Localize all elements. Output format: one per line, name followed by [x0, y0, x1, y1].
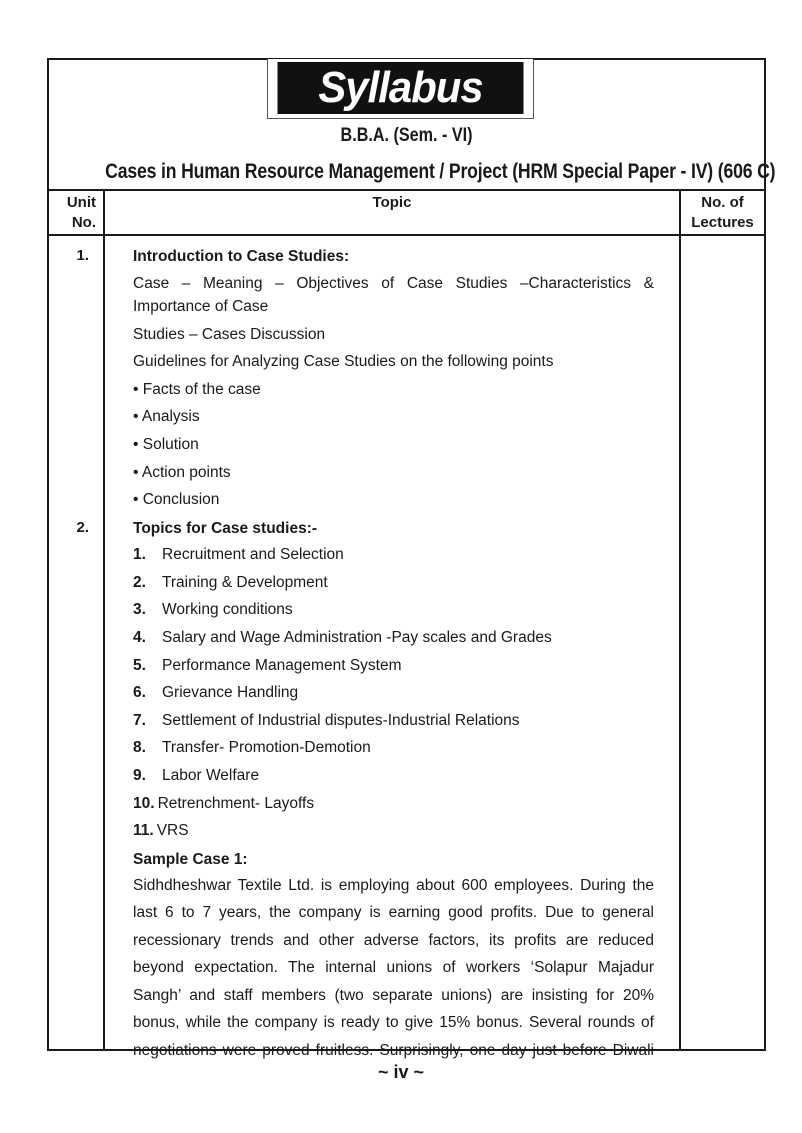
topic-item-number: 3. — [133, 601, 146, 618]
topic-item-number: 7. — [133, 712, 146, 729]
sample-case-heading: Sample Case 1: — [133, 851, 248, 868]
topic-item-text: Training & Development — [162, 574, 328, 591]
course-title: Cases in Human Resource Management / Project (HRM Special Paper - IV) (606 C) — [105, 159, 776, 183]
topic-item-number: 8. — [133, 739, 146, 756]
topic-item-text: Grievance Handling — [162, 684, 299, 701]
unit-2-heading: Topics for Case studies:- — [133, 520, 318, 537]
bullet-item: • Action points — [133, 464, 231, 481]
sample-case-line: bonus, while the company is ready to give 15% bonus. Several rounds of — [133, 1014, 654, 1031]
unit-1-line: Studies – Cases Discussion — [133, 326, 326, 343]
topic-item — [133, 656, 402, 676]
topic-item-number: 6. — [133, 684, 146, 701]
topic-item-text: Settlement of Industrial disputes-Industrial Relations — [162, 712, 520, 729]
topic-item — [133, 573, 328, 593]
sample-case-line: last 6 to 7 years, the company is earning good profits. Due to general — [133, 904, 654, 921]
topic-item-number: 2. — [133, 574, 146, 591]
topic-item-text: Recruitment and Selection — [162, 546, 344, 563]
lectures-header-line2: Lectures — [691, 214, 754, 231]
topic-item-number: 1. — [133, 546, 146, 563]
syllabus-frame — [47, 58, 776, 1059]
sample-case-line: beyond expectation. The internal unions of workers ‘Solapur Majadur — [133, 959, 654, 976]
unit-1-line: Guidelines for Analyzing Case Studies on the following points — [133, 353, 554, 370]
header-bottom-divider — [49, 234, 764, 236]
column-header-lectures — [681, 193, 764, 233]
unit-number-2: 2. — [76, 519, 89, 536]
sample-case-line: Sidhdheshwar Textile Ltd. is employing about 600 employees. During the — [133, 877, 654, 894]
bullet-item: • Conclusion — [133, 491, 220, 508]
topic-item-text: VRS — [156, 822, 189, 839]
unit-number-1: 1. — [76, 247, 89, 264]
unit-header-line1: Unit — [66, 194, 96, 211]
topic-item — [133, 821, 189, 841]
bullet-item: • Analysis — [133, 408, 200, 425]
program-semester: B.B.A. (Sem. - VI) — [340, 125, 473, 146]
column-header-topic: Topic — [372, 194, 412, 211]
topic-item-text: Retrenchment- Layoffs — [157, 795, 315, 812]
unit-1-line: Case – Meaning – Objectives of Case Studies –Characteristics & — [133, 275, 654, 292]
syllabus-banner-box — [267, 59, 534, 119]
page-number: ~ iv ~ — [377, 1062, 425, 1082]
topic-item — [133, 711, 520, 731]
lectures-column-divider — [679, 189, 681, 1049]
header-top-divider — [49, 189, 764, 191]
topic-item — [133, 600, 293, 620]
topic-item-text: Labor Welfare — [162, 767, 260, 784]
sample-case-line: recessionary trends and other adverse factors, its profits are reduced — [133, 932, 654, 949]
column-header-unit — [49, 193, 103, 233]
topic-item-number: 4. — [133, 629, 146, 646]
topic-item — [133, 683, 298, 703]
topic-item-number: 10. — [133, 795, 155, 812]
topic-item — [133, 628, 552, 648]
topic-item — [133, 794, 314, 814]
topic-item-number: 9. — [133, 767, 146, 784]
sample-case-line: negotiations were proved fruitless. Surprisingly, one day just before Diwali — [133, 1042, 654, 1059]
unit-header-line2: No. — [71, 214, 96, 231]
topic-item — [133, 545, 344, 565]
topic-item-text: Transfer- Promotion-Demotion — [162, 739, 371, 756]
topic-item-text: Performance Management System — [162, 657, 402, 674]
topic-item-text: Working conditions — [162, 601, 293, 618]
topic-item-number: 5. — [133, 657, 146, 674]
bullet-item: • Solution — [133, 436, 199, 453]
topic-item — [133, 738, 371, 758]
topic-item-number: 11. — [133, 822, 154, 839]
bullet-item: • Facts of the case — [133, 381, 261, 398]
lectures-header-line1: No. of — [701, 194, 744, 211]
syllabus-banner: Syllabus — [277, 62, 523, 114]
topic-item-text: Salary and Wage Administration -Pay scales and Grades — [162, 629, 552, 646]
unit-1-line: Importance of Case — [133, 298, 269, 315]
unit-1-heading: Introduction to Case Studies: — [133, 248, 350, 265]
sample-case-line: Sangh’ and staff members (two separate unions) are insisting for 20% — [133, 987, 654, 1004]
unit-column-divider — [103, 189, 105, 1049]
topic-item — [133, 766, 259, 786]
